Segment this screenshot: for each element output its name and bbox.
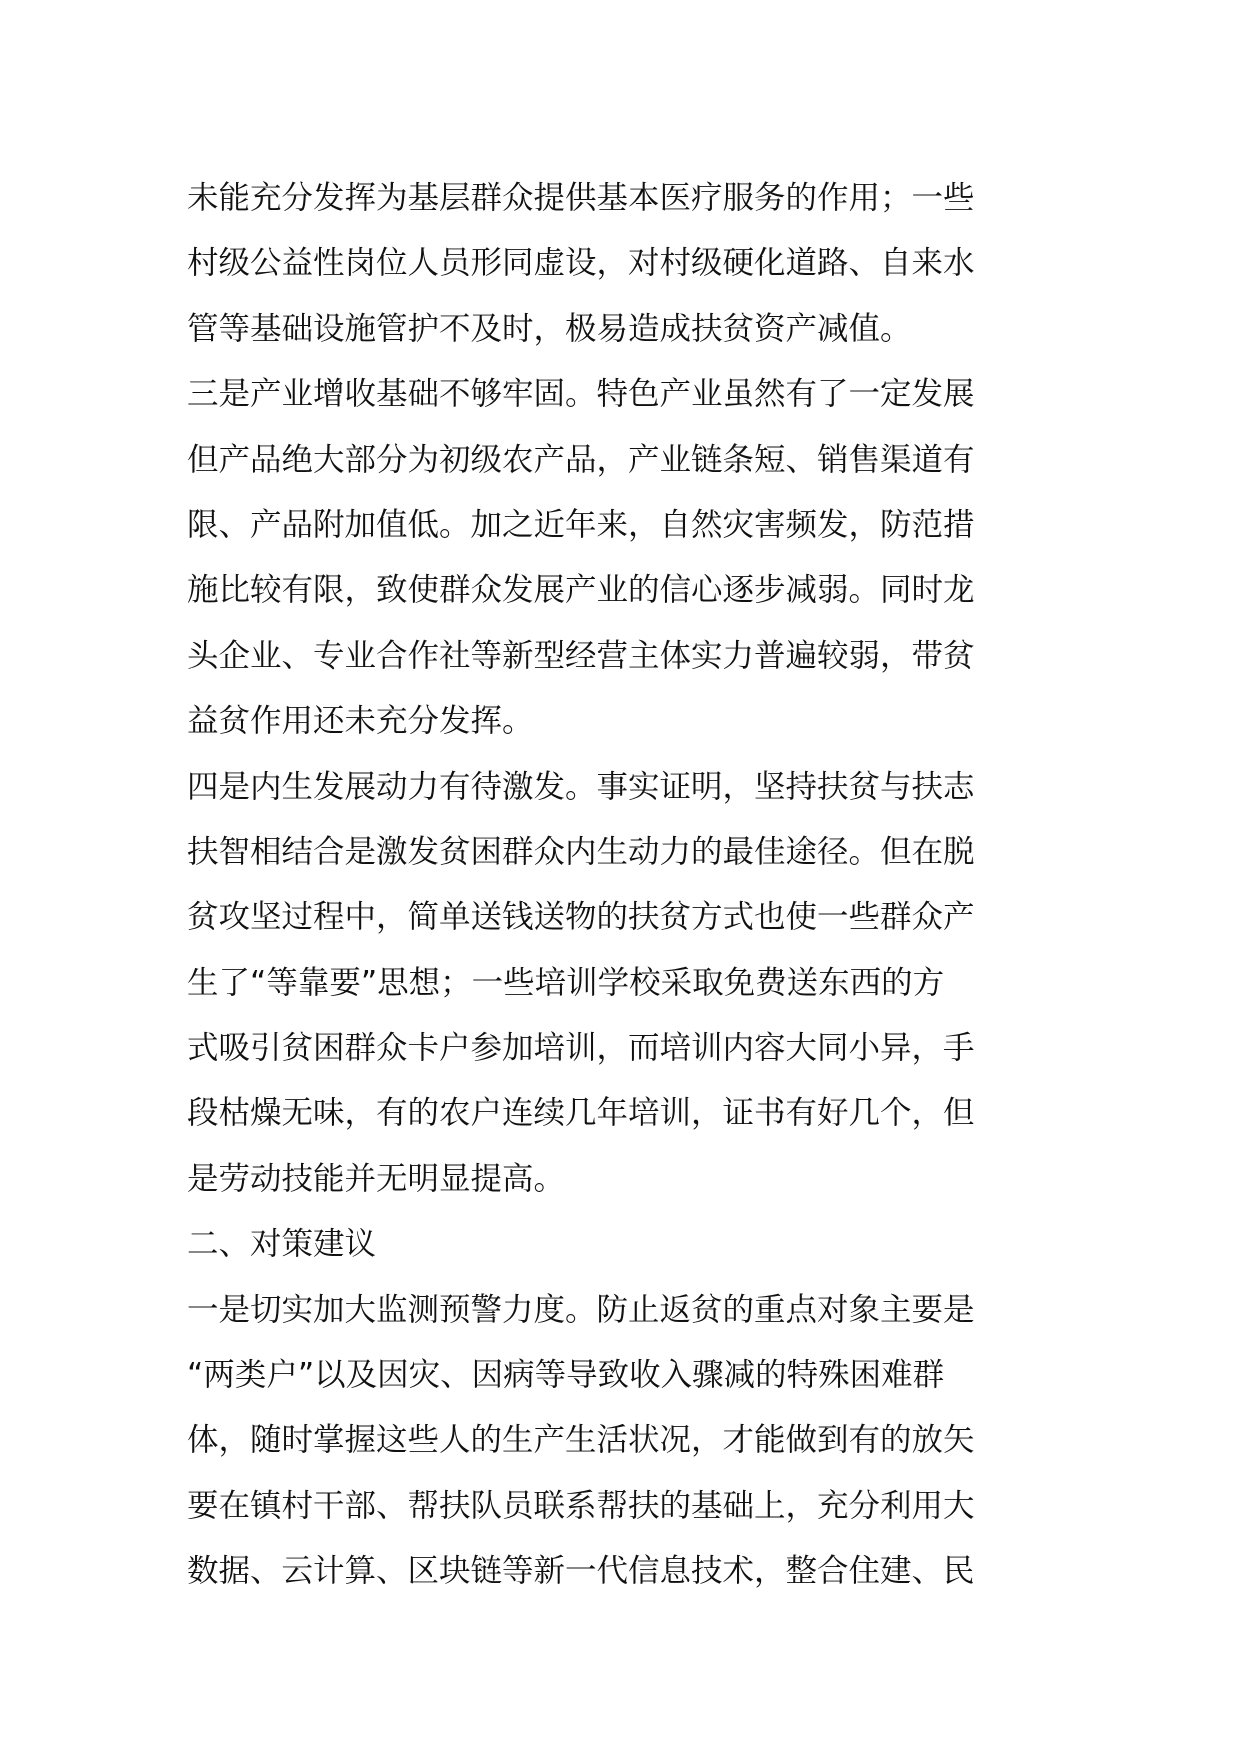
text-line: 但产品绝大部分为初级农产品，产业链条短、销售渠道有 bbox=[187, 441, 975, 478]
text-line: 式吸引贫困群众卡户参加培训，而培训内容大同小异，手 bbox=[187, 1030, 975, 1067]
text-line: 要在镇村干部、帮扶队员联系帮扶的基础上，充分利用大 bbox=[187, 1487, 975, 1524]
text-line: 贫攻坚过程中，简单送钱送物的扶贫方式也使一些群众产 bbox=[187, 899, 975, 936]
text-line: 限、产品附加值低。加之近年来，自然灾害频发，防范措 bbox=[187, 506, 975, 543]
text-line: 扶智相结合是激发贫困群众内生动力的最佳途径。但在脱 bbox=[187, 833, 975, 870]
text-line: 是劳动技能并无明显提高。 bbox=[187, 1160, 566, 1197]
text-line: 生了“等靠要”思想；一些培训学校采取免费送东西的方 bbox=[187, 964, 945, 1001]
text-line: 管等基础设施管护不及时，极易造成扶贫资产减值。 bbox=[187, 310, 912, 347]
text-line: 四是内生发展动力有待激发。事实证明，坚持扶贫与扶志 bbox=[187, 768, 975, 805]
document-body bbox=[187, 166, 1057, 1605]
text-line: 数据、云计算、区块链等新一代信息技术，整合住建、民 bbox=[187, 1553, 975, 1590]
text-line: 一是切实加大监测预警力度。防止返贫的重点对象主要是 bbox=[187, 1291, 975, 1328]
text-line: 体，随时掌握这些人的生产生活状况，才能做到有的放矢 bbox=[187, 1422, 975, 1459]
text-line: 头企业、专业合作社等新型经营主体实力普遍较弱，带贫 bbox=[187, 637, 975, 674]
text-line: 益贫作用还未充分发挥。 bbox=[187, 703, 534, 740]
section-heading: 二、对策建议 bbox=[187, 1226, 377, 1263]
text-line: 村级公益性岗位人员形同虚设，对村级硬化道路、自来水 bbox=[187, 245, 975, 282]
text-line: “两类户”以及因灾、因病等导致收入骤减的特殊困难群 bbox=[187, 1357, 945, 1394]
text-line: 未能充分发挥为基层群众提供基本医疗服务的作用；一些 bbox=[187, 180, 975, 216]
text-line: 施比较有限，致使群众发展产业的信心逐步减弱。同时龙 bbox=[187, 572, 975, 609]
text-line: 三是产业增收基础不够牢固。特色产业虽然有了一定发展 bbox=[187, 376, 975, 413]
text-line: 段枯燥无味，有的农户连续几年培训，证书有好几个，但 bbox=[187, 1095, 975, 1132]
